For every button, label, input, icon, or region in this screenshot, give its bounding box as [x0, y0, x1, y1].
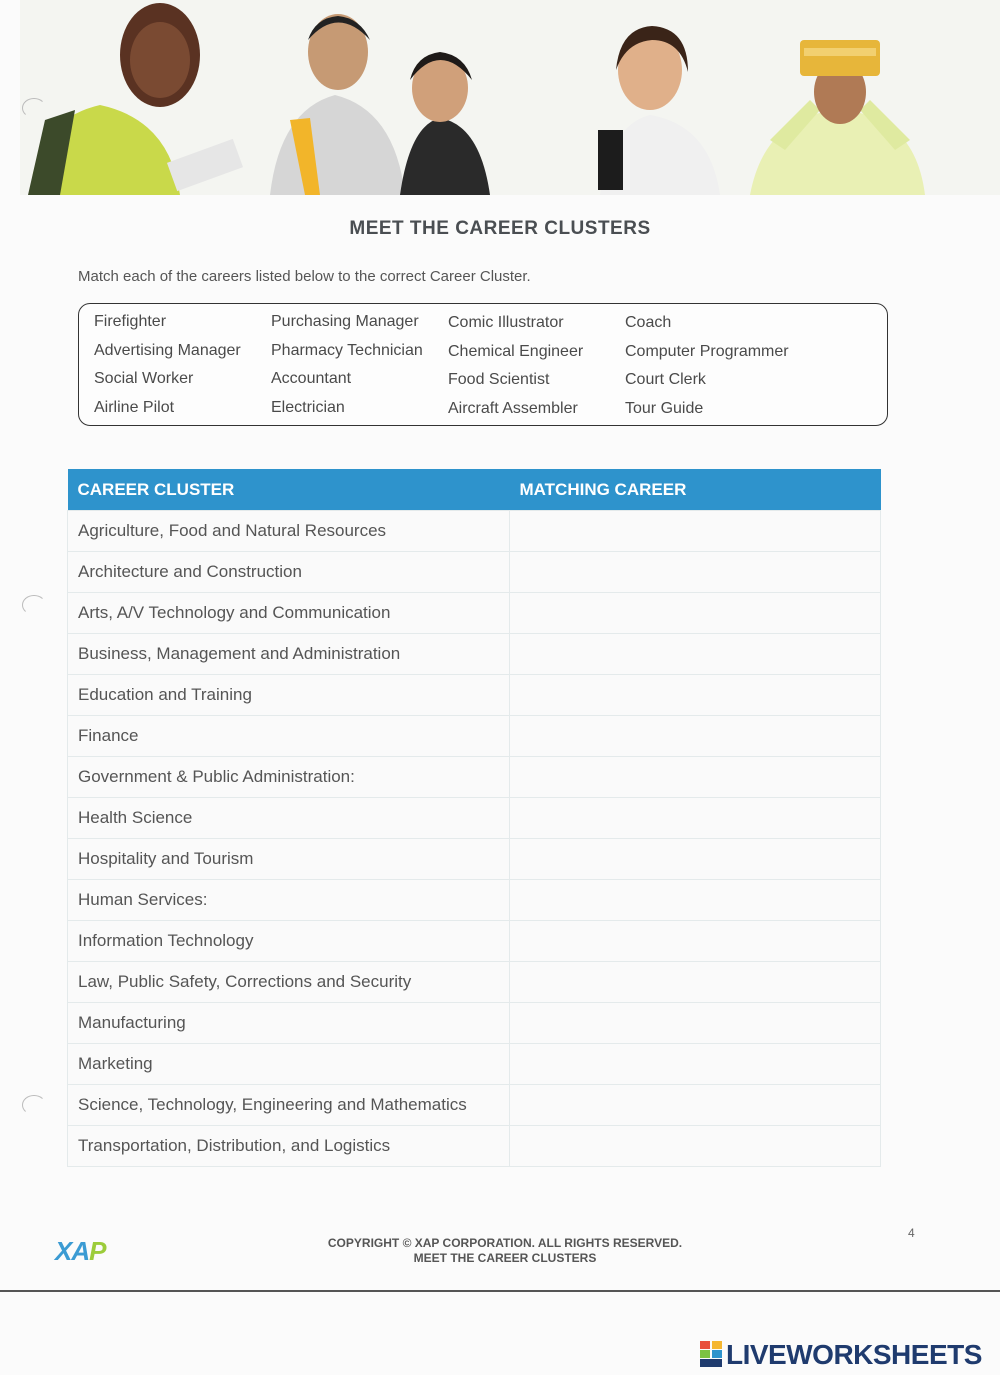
matching-career-answer[interactable] [510, 634, 881, 675]
word-bank-item: Firefighter [94, 313, 167, 330]
matching-career-answer[interactable] [510, 511, 881, 552]
word-bank-item: Airline Pilot [94, 399, 175, 416]
matching-career-answer[interactable] [510, 921, 881, 962]
cluster-name: Finance [68, 716, 510, 757]
matching-career-answer[interactable] [510, 880, 881, 921]
table-row [68, 593, 881, 634]
cluster-name: Education and Training [68, 675, 510, 716]
instructions-text: Match each of the careers listed below to the correct Career Cluster. [78, 268, 531, 285]
matching-career-answer[interactable] [510, 839, 881, 880]
career-cluster-table [67, 469, 881, 1167]
matching-career-answer[interactable] [510, 962, 881, 1003]
word-bank-item: Social Worker [94, 370, 194, 387]
copyright-line: COPYRIGHT © XAP CORPORATION. ALL RIGHTS RESERVED. [327, 1236, 683, 1250]
cluster-name: Human Services: [68, 880, 510, 921]
matching-career-answer[interactable] [510, 798, 881, 839]
matching-career-answer[interactable] [510, 1003, 881, 1044]
table-row [68, 716, 881, 757]
students-banner-image [20, 0, 1000, 195]
cluster-name: Health Science [68, 798, 510, 839]
cluster-name: Government & Public Administration: [68, 757, 510, 798]
career-word-bank [78, 303, 888, 426]
table-row [68, 675, 881, 716]
word-bank-item: Chemical Engineer [448, 343, 584, 360]
matching-career-answer[interactable] [510, 1126, 881, 1167]
page-title: MEET THE CAREER CLUSTERS [349, 218, 651, 239]
word-bank-item: Electrician [271, 399, 345, 416]
table-row [68, 1003, 881, 1044]
career-cluster-header: CAREER CLUSTER [68, 469, 510, 511]
table-row [68, 1126, 881, 1167]
word-bank-item: Food Scientist [448, 371, 550, 388]
word-bank-item: Coach [625, 314, 672, 331]
cluster-name: Arts, A/V Technology and Communication [68, 593, 510, 634]
cluster-name: Science, Technology, Engineering and Mathematics [68, 1085, 510, 1126]
table-row [68, 921, 881, 962]
matching-career-answer[interactable] [510, 593, 881, 634]
table-header-row [68, 469, 881, 511]
cluster-name: Architecture and Construction [68, 552, 510, 593]
cluster-name: Business, Management and Administration [68, 634, 510, 675]
table-row [68, 839, 881, 880]
copyright-subtitle: MEET THE CAREER CLUSTERS [413, 1251, 597, 1265]
table-row [68, 511, 881, 552]
cluster-name: Manufacturing [68, 1003, 510, 1044]
page-edge-divider [0, 1290, 1000, 1292]
xap-logo: XAP [55, 1236, 106, 1266]
word-bank-item: Tour Guide [625, 400, 704, 417]
matching-career-answer[interactable] [510, 1044, 881, 1085]
table-row [68, 798, 881, 839]
table-row [68, 880, 881, 921]
copyright-notice [0, 1236, 1000, 1266]
cluster-name: Transportation, Distribution, and Logistics [68, 1126, 510, 1167]
cluster-name: Hospitality and Tourism [68, 839, 510, 880]
matching-career-answer[interactable] [510, 757, 881, 798]
cluster-name: Law, Public Safety, Corrections and Security [68, 962, 510, 1003]
cluster-name: Information Technology [68, 921, 510, 962]
word-bank-item: Aircraft Assembler [448, 400, 578, 417]
word-bank-item: Accountant [271, 370, 352, 387]
liveworksheets-logo-icon [700, 1341, 722, 1367]
matching-career-answer[interactable] [510, 716, 881, 757]
matching-career-answer[interactable] [510, 675, 881, 716]
word-bank-item: Comic Illustrator [448, 314, 564, 331]
matching-career-answer[interactable] [510, 1085, 881, 1126]
matching-career-answer[interactable] [510, 552, 881, 593]
table-row [68, 757, 881, 798]
punch-hole-mark [22, 595, 46, 615]
punch-hole-mark [22, 98, 46, 118]
cluster-name: Marketing [68, 1044, 510, 1085]
punch-hole-mark [22, 1095, 46, 1115]
table-row [68, 1085, 881, 1126]
liveworksheets-watermark: LIVEWORKSHEETS [700, 1339, 982, 1371]
word-bank-item: Computer Programmer [625, 343, 789, 360]
word-bank-item: Court Clerk [625, 371, 706, 388]
table-row [68, 1044, 881, 1085]
word-bank-item: Pharmacy Technician [271, 342, 423, 359]
cluster-name: Agriculture, Food and Natural Resources [68, 511, 510, 552]
page-number: 4 [908, 1226, 915, 1240]
word-bank-item: Purchasing Manager [271, 313, 419, 330]
table-row [68, 962, 881, 1003]
matching-career-header: MATCHING CAREER [510, 469, 881, 511]
word-bank-item: Advertising Manager [94, 342, 241, 359]
table-row [68, 634, 881, 675]
table-row [68, 552, 881, 593]
